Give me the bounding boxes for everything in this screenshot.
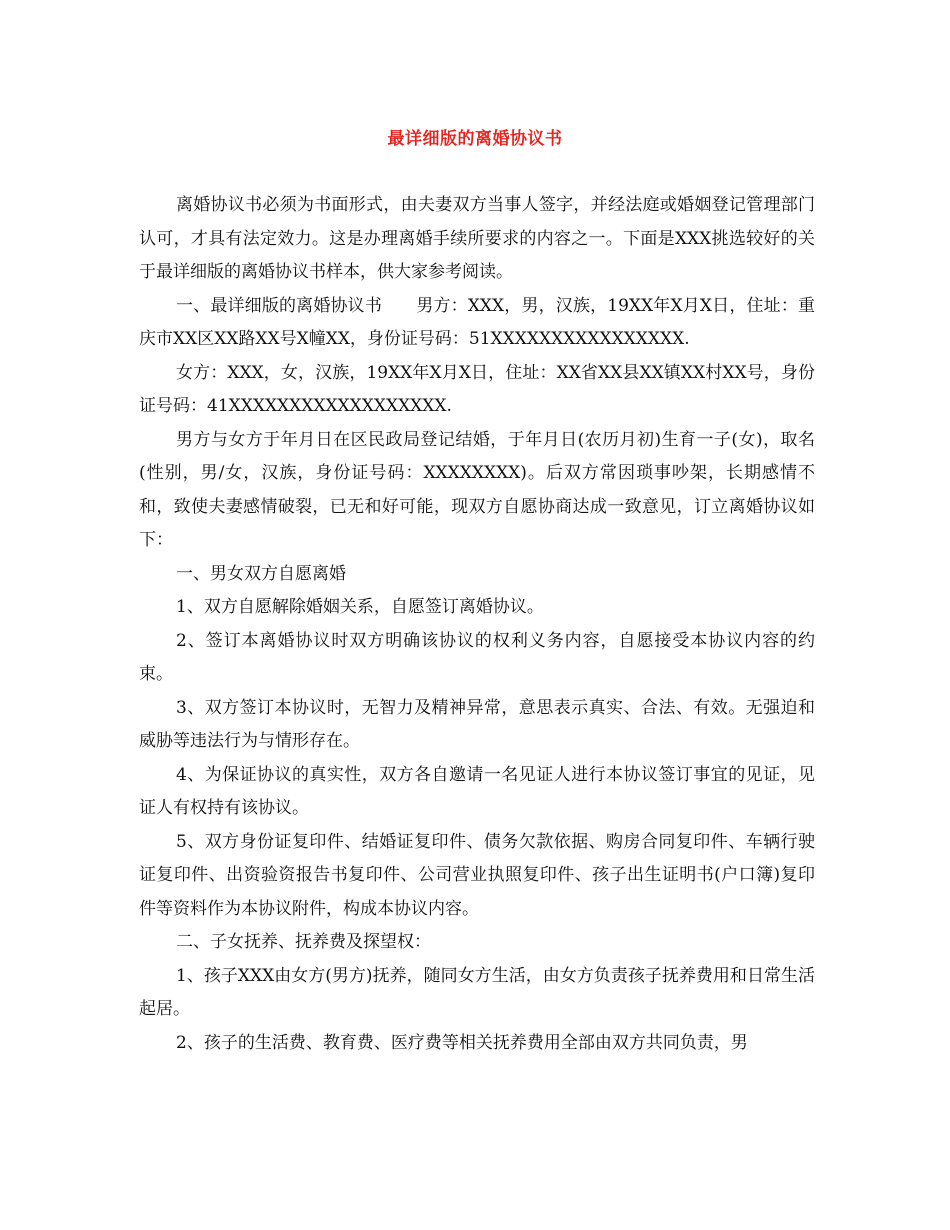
paragraph-intro: 离婚协议书必须为书面形式，由夫妻双方当事人签字，并经法庭或婚姻登记管理部门认可，才具有法定效力。这是办理离婚手续所要求的内容之一。下面是XXX挑选较好的关于最详细版的离婚协议书样本，供大家参考阅读。 [139, 195, 815, 282]
clause-item: 1、孩子XXX由女方(男方)抚养，随同女方生活，由女方负责孩子抚养费用和日常生活起居。 [139, 965, 815, 1019]
clause-item: 5、双方身份证复印件、结婚证复印件、债务欠款依据、购房合同复印件、车辆行驶证复印件、出资验资报告书复印件、公司营业执照复印件、孩子出生证明书(户口簿)复印件等资料作为本协议附件，构成本协议内容。 [139, 831, 815, 919]
section-heading-voluntary-divorce: 一、男女双方自愿离婚 [176, 563, 346, 584]
clause-item: 2、签订本离婚协议时双方明确该协议的权利义务内容，自愿接受本协议内容的约束。 [139, 630, 815, 684]
paragraph-female-party: 女方：XXX，女，汉族，19XX年X月X日，住址：XX省XX县XX镇XX村XX号，身份证号码：41XXXXXXXXXXXXXXXXXX. [139, 362, 815, 416]
paragraph-marriage-info: 男方与女方于年月日在区民政局登记结婚，于年月日(农历月初)生育一子(女)，取名(性别，男/女，汉族，身份证号码：XXXXXXXX)。后双方常因琐事吵架，长期感情不和，致使夫妻感情破裂，已无和好可能，现双方自愿协商达成一致意见，订立离婚协议如下： [139, 429, 815, 550]
paragraph-male-party: 一、最详细版的离婚协议书 男方：XXX，男，汉族，19XX年X月X日，住址：重庆市XX区XX路XX号X幢XX，身份证号码：51XXXXXXXXXXXXXXXX. [139, 295, 815, 349]
clause-item: 3、双方签订本协议时，无智力及精神异常，意思表示真实、合法、有效。无强迫和威胁等违法行为与情形存在。 [139, 697, 815, 751]
section-heading-child-custody: 二、子女抚养、抚养费及探望权： [176, 932, 431, 952]
document-title: 最详细版的离婚协议书 [387, 129, 563, 149]
clause-item: 1、双方自愿解除婚姻关系，自愿签订离婚协议。 [176, 597, 544, 617]
clause-item: 2、孩子的生活费、教育费、医疗费等相关抚养费用全部由双方共同负责，男 [176, 1032, 748, 1053]
clause-item: 4、为保证协议的真实性，双方各自邀请一名见证人进行本协议签订事宜的见证，见证人有权持有该协议。 [139, 764, 815, 818]
document-body [139, 189, 815, 1060]
